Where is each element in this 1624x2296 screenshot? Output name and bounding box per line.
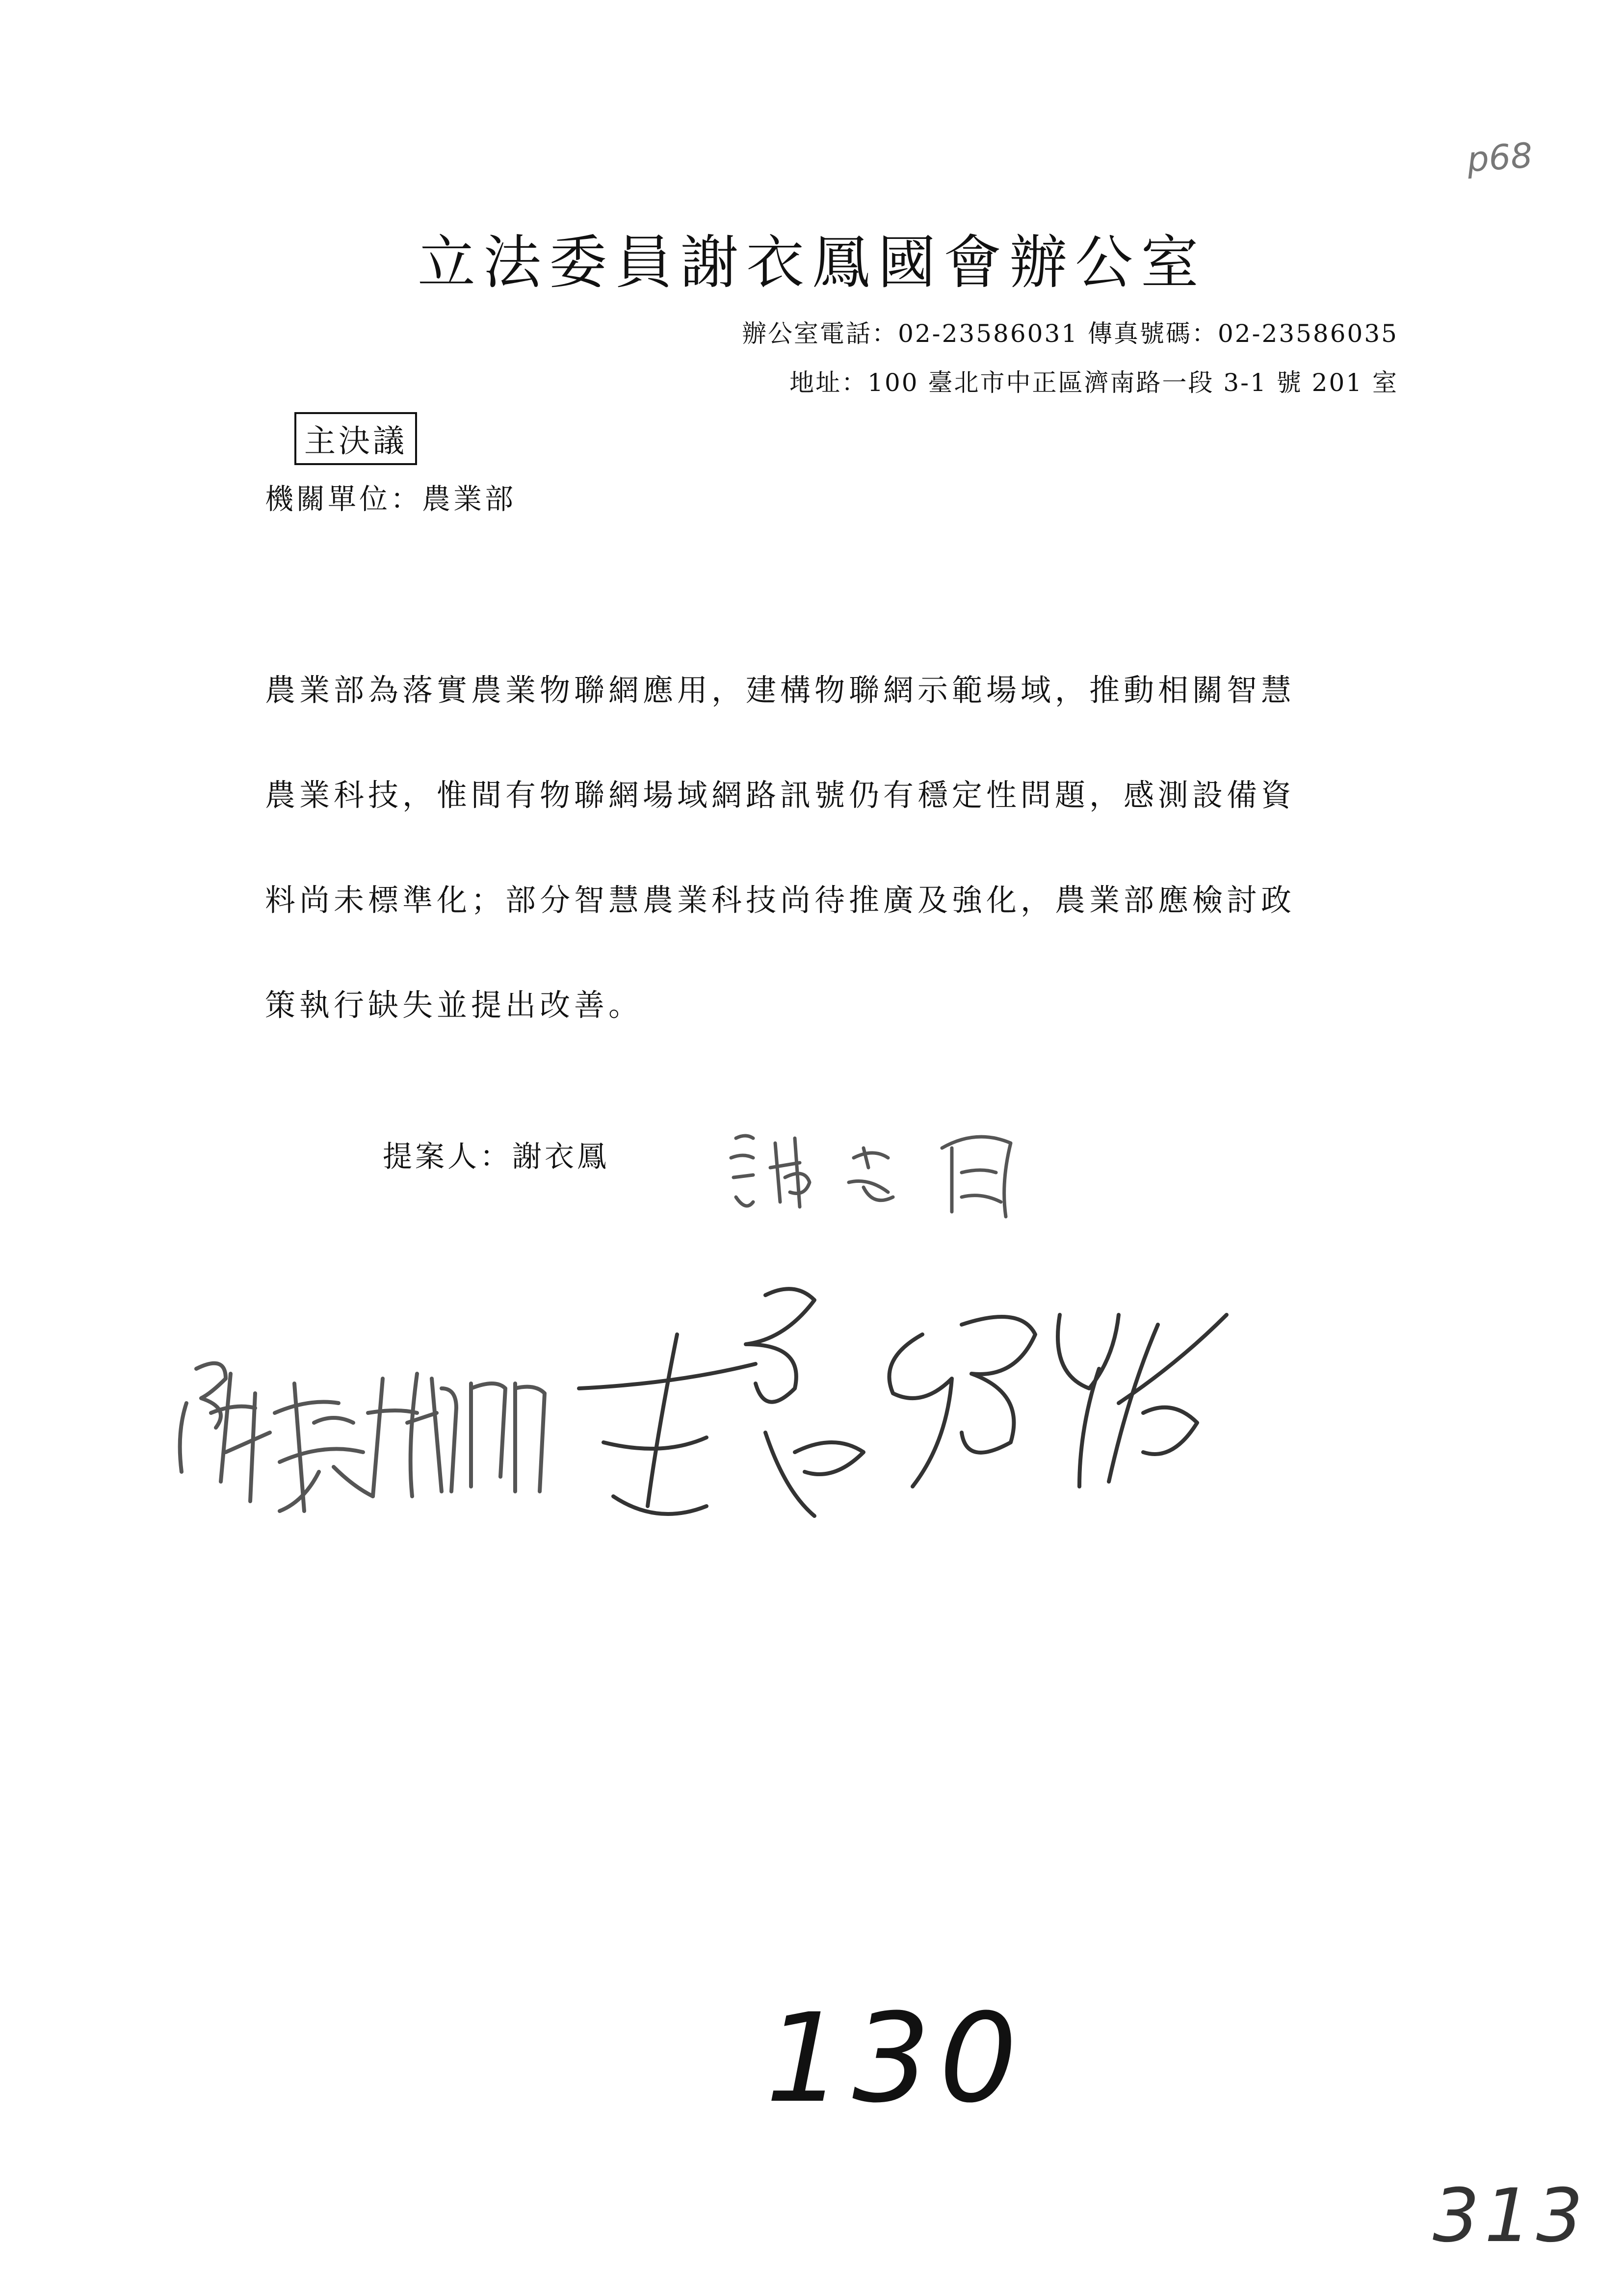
motion-type-box: 主決議	[294, 412, 417, 465]
motion-body	[265, 638, 1388, 1058]
address-value: 100 臺北市中正區濟南路一段 3-1 號 201 室	[867, 368, 1398, 397]
agency-line	[265, 476, 516, 517]
proposer-line	[383, 1133, 609, 1175]
phone-number: 02-23586031	[898, 319, 1079, 348]
proposer-label: 提案人：	[383, 1140, 512, 1174]
handwritten-page-number: 130	[765, 1987, 1026, 2130]
phone-label: 辦公室電話：	[742, 319, 898, 348]
handwritten-corner-number: 313	[1433, 2173, 1588, 2259]
proposer-name: 謝衣鳳	[512, 1140, 609, 1174]
proposer-signature	[731, 1136, 1011, 1217]
fax-label: 傳真號碼：	[1087, 319, 1218, 348]
agency-name: 農業部	[422, 482, 517, 516]
cosigner-signature	[579, 1289, 1227, 1516]
motion-body-line: 策執行缺失並提出改善。	[265, 987, 643, 1023]
office-title: 立法委員謝衣鳳國會辦公室	[417, 229, 1206, 296]
motion-body-line: 料尚未標準化；部分智慧農業科技尚待推廣及強化，農業部應檢討政	[265, 882, 1296, 918]
cosigner-signature	[180, 1363, 545, 1511]
contact-phone-line	[742, 314, 1398, 349]
motion-body-line: 農業科技，惟間有物聯網場域網路訊號仍有穩定性問題，感測設備資	[265, 777, 1296, 813]
corner-page-note: p68	[1466, 135, 1534, 180]
fax-number: 02-23586035	[1217, 319, 1398, 348]
contact-address-line	[789, 363, 1398, 398]
motion-body-line: 農業部為落實農業物聯網應用，建構物聯網示範場域，推動相關智慧	[265, 672, 1296, 708]
address-label: 地址：	[789, 368, 868, 397]
agency-label: 機關單位：	[265, 482, 422, 516]
